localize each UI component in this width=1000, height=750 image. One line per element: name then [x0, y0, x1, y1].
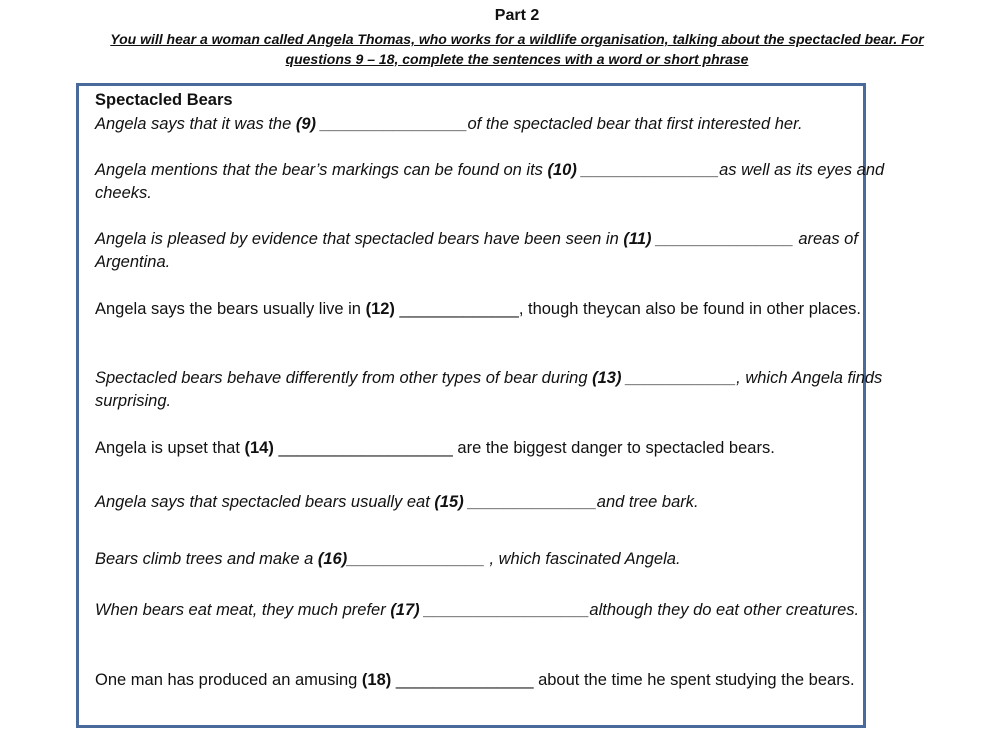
- part-title: Part 2: [494, 7, 540, 24]
- question-number: (14): [244, 439, 274, 457]
- question-text-after: about the time he spent studying the bears.: [533, 671, 855, 689]
- question-text-before: Angela says that spectacled bears usually eat: [95, 493, 435, 511]
- question-number: (11): [623, 230, 652, 248]
- question-18: [95, 669, 885, 692]
- answer-blank[interactable]: _______________: [651, 230, 794, 248]
- question-16: [95, 548, 885, 571]
- box-title: Spectacled Bears: [95, 91, 233, 109]
- question-12: [95, 298, 885, 321]
- question-text-after: , which fascinated Angela.: [484, 550, 681, 568]
- question-text-after: and tree bark.: [596, 493, 699, 511]
- question-14: [95, 437, 885, 460]
- question-number: (9): [295, 115, 317, 133]
- question-13: [95, 367, 885, 413]
- question-text-before: Angela says the bears usually live in: [95, 300, 366, 318]
- question-text-after: , which Angela finds surprising.: [95, 369, 883, 410]
- question-text-after: of the spectacled bear that first interested her.: [467, 115, 803, 133]
- answer-blank[interactable]: __________________: [419, 601, 590, 619]
- answer-blank[interactable]: _______________: [347, 550, 485, 568]
- question-text-before: Angela is upset that: [95, 439, 245, 457]
- question-text-before: Angela says that it was the: [95, 115, 296, 133]
- question-number: (18): [361, 671, 392, 689]
- question-9: [95, 113, 885, 136]
- question-10: [95, 159, 885, 205]
- question-number: (12): [365, 300, 395, 318]
- question-text-after: are the biggest danger to spectacled bears.: [452, 439, 775, 457]
- question-text-after: as well as its eyes and cheeks.: [95, 161, 885, 202]
- question-text-before: When bears eat meat, they much prefer: [95, 601, 391, 619]
- question-number: (15): [434, 493, 464, 511]
- question-text-before: Bears climb trees and make a: [95, 550, 318, 568]
- answer-blank[interactable]: _____________: [394, 300, 519, 318]
- answer-blank[interactable]: ___________________: [273, 439, 453, 457]
- question-text-after: although they do eat other creatures.: [589, 601, 860, 619]
- answer-blank[interactable]: ________________: [316, 115, 468, 133]
- question-number: (16): [317, 550, 348, 568]
- answer-blank[interactable]: _______________: [576, 161, 720, 179]
- question-17: [95, 599, 885, 622]
- question-number: (13): [592, 369, 622, 387]
- question-number: (10): [547, 161, 577, 179]
- question-text-before: Angela is pleased by evidence that spectacled bears have been seen in: [95, 230, 624, 248]
- question-number: (17): [390, 601, 420, 619]
- answer-blank[interactable]: ______________: [463, 493, 597, 511]
- question-text-after: , though theycan also be found in other places.: [518, 300, 861, 318]
- question-11: [95, 228, 885, 274]
- question-text-before: Spectacled bears behave differently from other types of bear during: [95, 369, 593, 387]
- question-text-before: Angela mentions that the bear’s markings can be found on its: [95, 161, 548, 179]
- question-text-after: areas of Argentina.: [95, 230, 858, 271]
- answer-blank[interactable]: _______________: [391, 671, 534, 689]
- question-15: [95, 491, 885, 514]
- instructions: You will hear a woman called Angela Thomas, who works for a wildlife organisation, talking about the spectacled bear. For questions 9 – 18, complete the sentences with a word or short phrase: [110, 31, 924, 67]
- question-text-before: One man has produced an amusing: [95, 671, 362, 689]
- answer-blank[interactable]: ____________: [621, 369, 737, 387]
